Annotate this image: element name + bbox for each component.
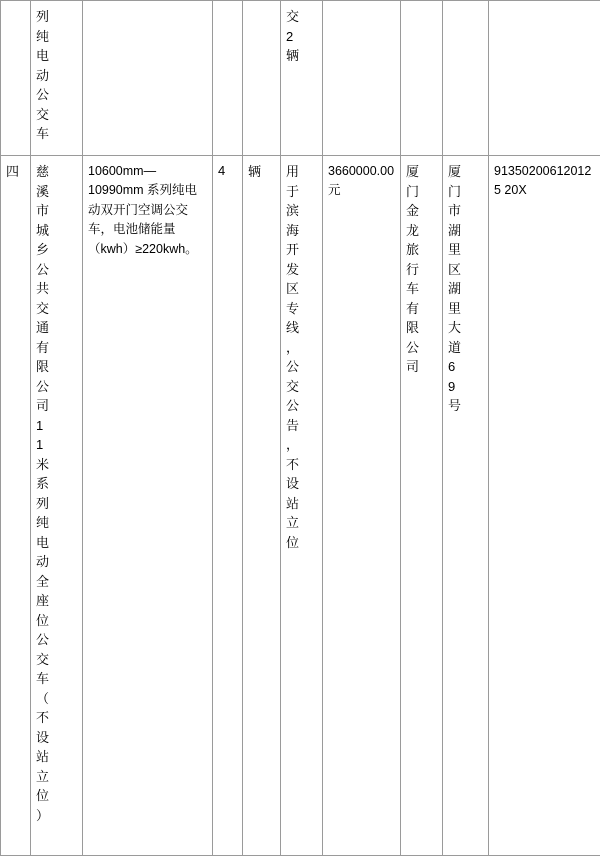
spec-text: 10600mm—10990mm 系列纯电动双开门空调公交车，电池储能量（kwh）≥220kwh。 (88, 164, 198, 256)
cell-address (443, 156, 489, 856)
unit-text: 辆 (248, 164, 262, 179)
quantity-text: 4 (218, 163, 226, 178)
cell-amount (323, 1, 401, 156)
table-row (1, 1, 600, 156)
cell-usage (281, 1, 323, 156)
cell-quantity (213, 156, 243, 856)
item-name-text: 列纯电动公交车 (36, 9, 50, 141)
cell-spec (83, 1, 213, 156)
cell-credit-code (489, 1, 600, 156)
cell-credit-code (489, 156, 600, 856)
cell-usage (281, 156, 323, 856)
cell-supplier (401, 1, 443, 156)
supplier-text: 厦门金龙旅行车有限公司 (406, 164, 420, 374)
usage-text: 用于滨海开发区专线，公交公告，不设站立位 (286, 164, 300, 550)
cell-serial-number (1, 1, 31, 156)
cell-unit (243, 156, 281, 856)
cell-item-name (31, 156, 83, 856)
address-text: 厦门市湖里区湖里大道69号 (448, 164, 462, 413)
cell-supplier (401, 156, 443, 856)
cell-item-name (31, 1, 83, 156)
amount-text: 3660000.00 元 (328, 164, 395, 198)
cell-amount (323, 156, 401, 856)
cell-spec (83, 156, 213, 856)
cell-serial-number (1, 156, 31, 856)
table-row (1, 156, 600, 856)
cell-address (443, 1, 489, 156)
cell-unit (243, 1, 281, 156)
credit-code-text: 913502006120125 20X (494, 164, 592, 198)
serial-number-text: 四 (6, 164, 20, 179)
cell-quantity (213, 1, 243, 156)
item-name-text: 慈溪市城乡公共交通有限公司11米系列纯电动全座位公交车（不设站立位） (36, 164, 50, 823)
usage-text: 交2辆 (286, 9, 300, 63)
